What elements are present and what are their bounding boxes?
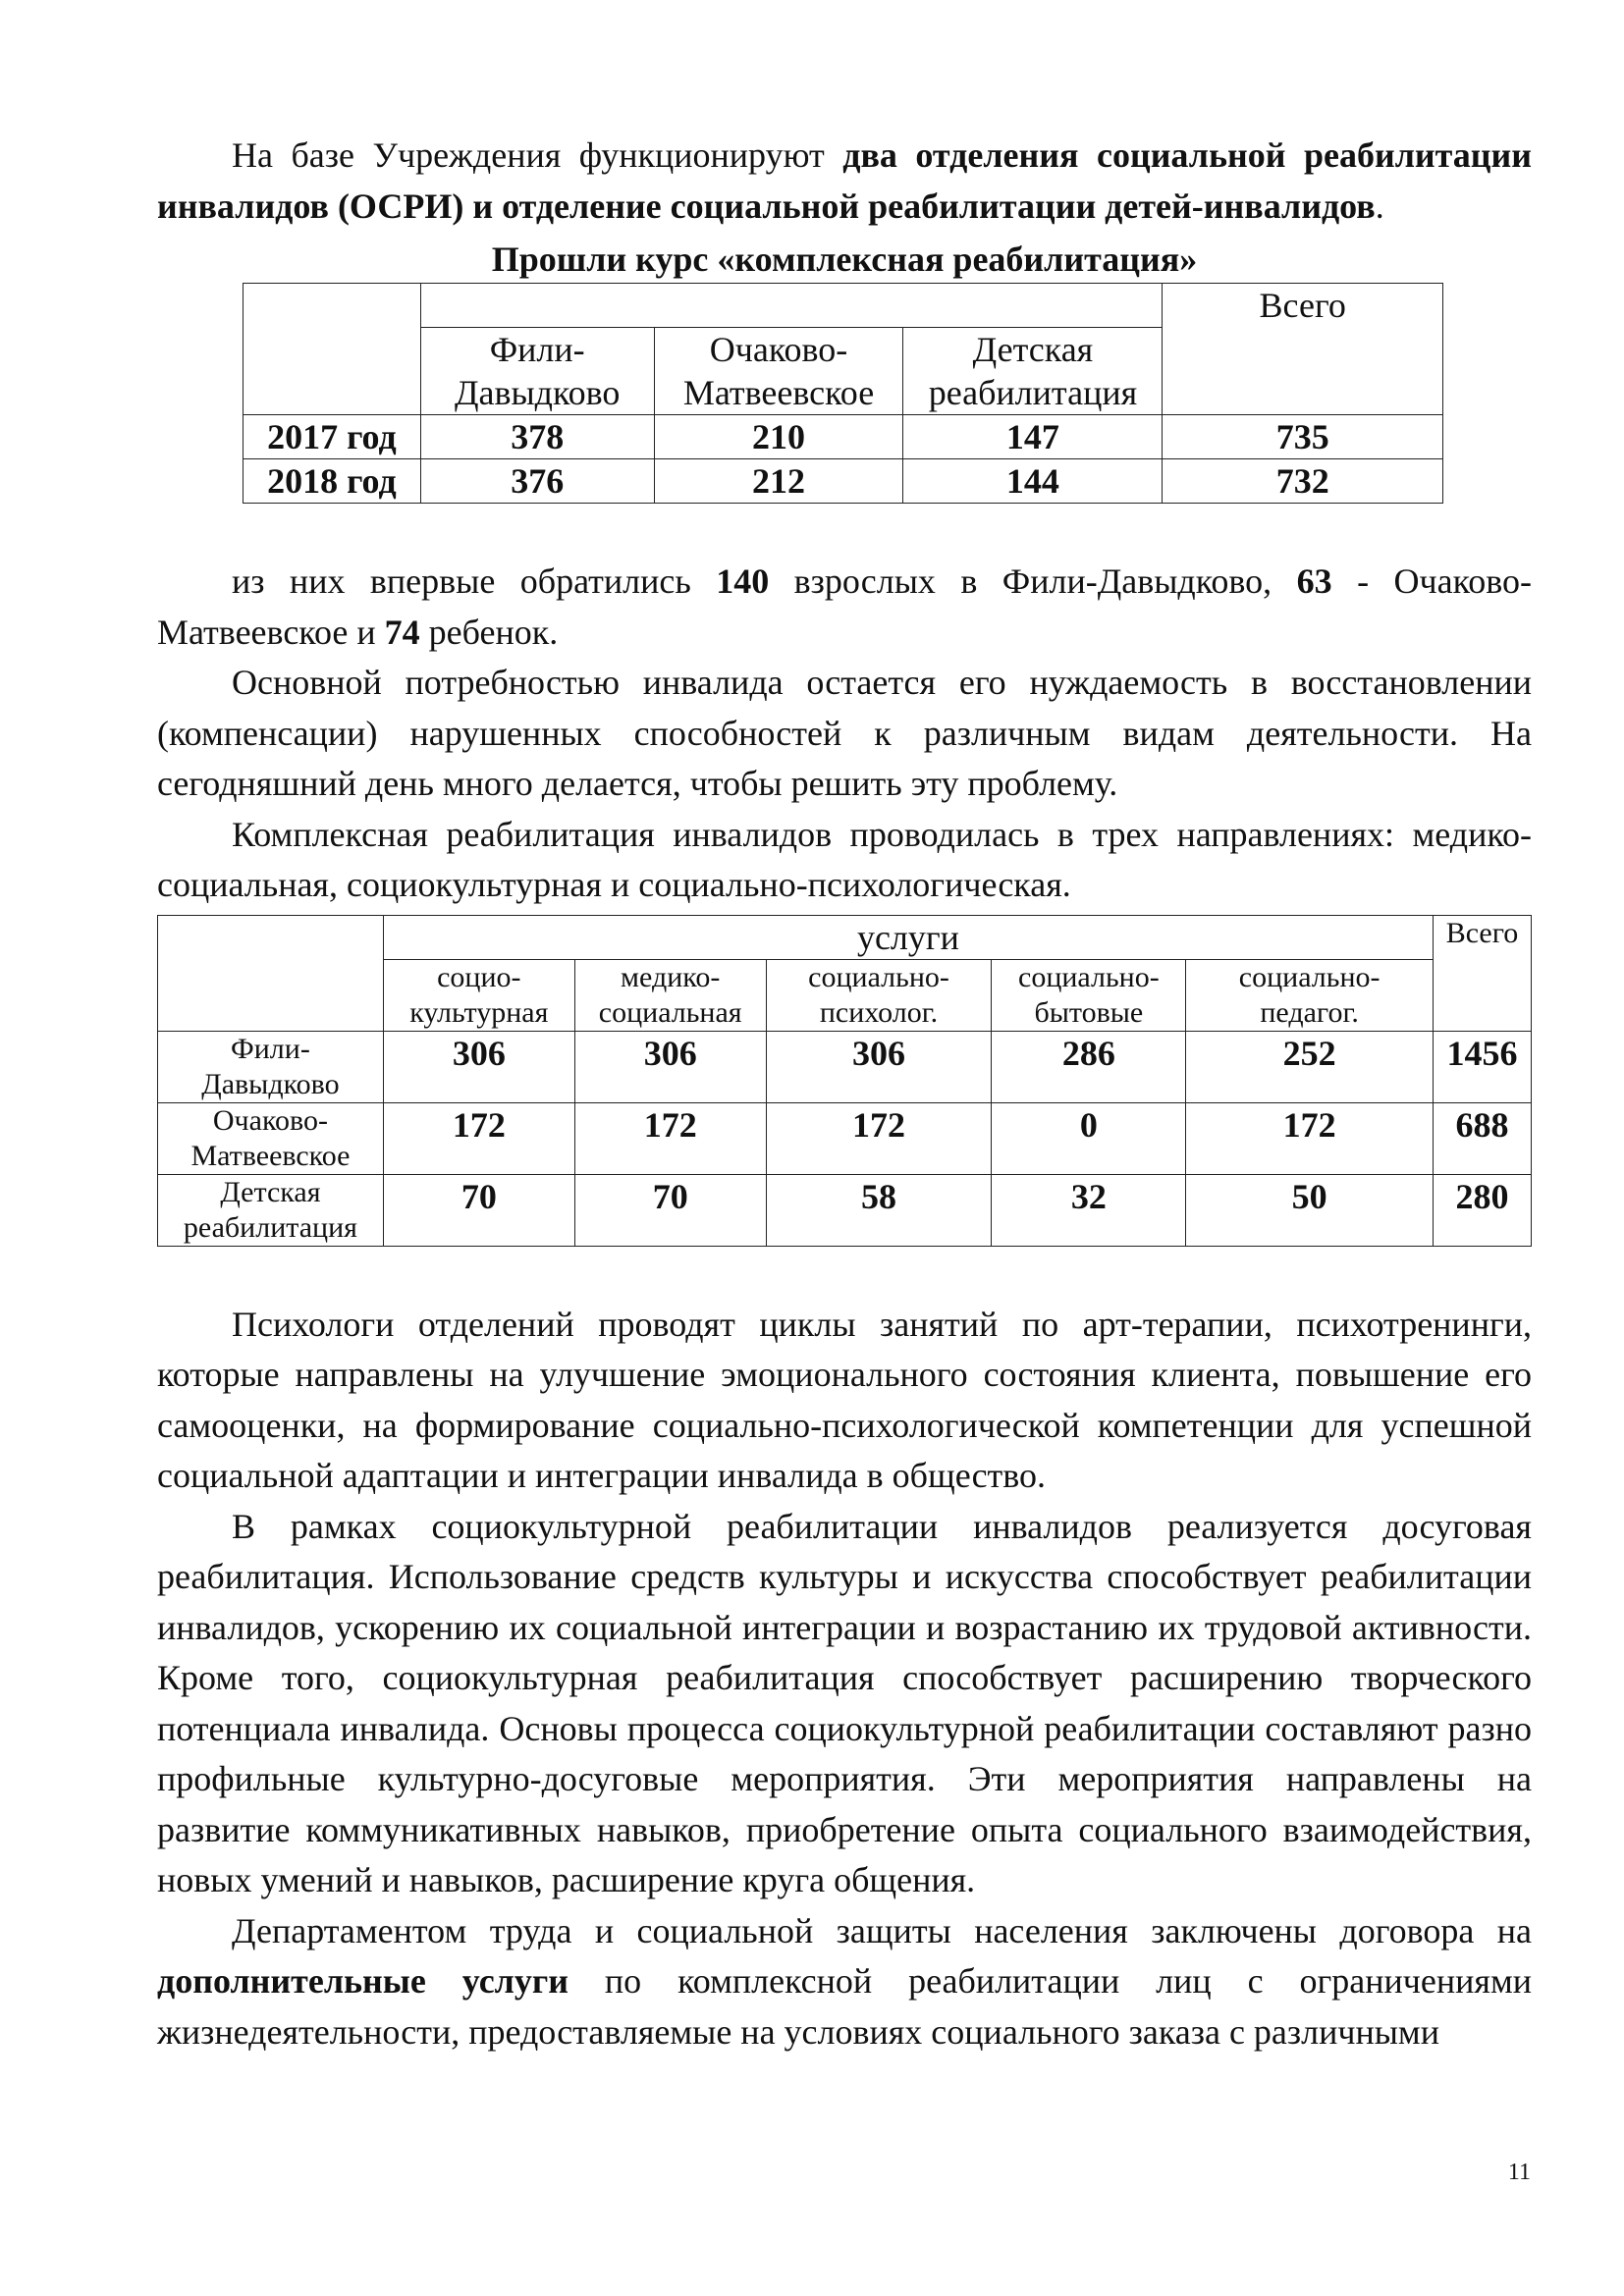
table-cell: 376 bbox=[420, 459, 654, 504]
services-table bbox=[157, 915, 1532, 1247]
sociocultural-paragraph: В рамках социокультурной реабилитации инвалидов реализуется досуговая реабилитация. Использование средств культуры и искусства способствует реабилитации инвалидов, ускорению их социальной интеграции и возрастанию их трудовой активности. Кроме того, социокультурная реабилитация способствует расширению творческого потенциала инвалида. Основы процесса социокультурной реабилитации составляют разно профильные культурно-досуговые мероприятия. Эти мероприятия направлены на развитие коммуникативных навыков, приобретение опыта социального взаимодействия, новых умений и навыков, расширение круга общения. bbox=[157, 1506, 1532, 1899]
table-row bbox=[158, 1031, 1532, 1102]
table1-total-header: Всего bbox=[1163, 284, 1443, 415]
intro-bold-text: два отделения социальной реабилитации инвалидов (ОСРИ) и отделение социальной реабилитации детей-инвалидов bbox=[157, 135, 1532, 226]
service-col-header: социально- педагог. bbox=[1186, 959, 1434, 1031]
table-cell: 0 bbox=[992, 1102, 1186, 1174]
document-page bbox=[157, 131, 1532, 2057]
table-cell: 688 bbox=[1434, 1102, 1532, 1174]
row-label: 2017 год bbox=[244, 415, 421, 459]
service-col-header: медико- социальная bbox=[574, 959, 766, 1031]
complex-rehab-paragraph: Комплексная реабилитация инвалидов проводилась в трех направлениях: медико-социальная, социокультурная и социально-психологическая. bbox=[157, 814, 1532, 904]
table-cell: 70 bbox=[383, 1174, 574, 1246]
table-cell: 212 bbox=[654, 459, 903, 504]
table-cell: 280 bbox=[1434, 1174, 1532, 1246]
table-row bbox=[158, 1174, 1532, 1246]
row-label: Фили- Давыдково bbox=[158, 1031, 384, 1102]
table-cell: 1456 bbox=[1434, 1031, 1532, 1102]
table-cell: 306 bbox=[574, 1031, 766, 1102]
table-cell: 735 bbox=[1163, 415, 1443, 459]
table-cell: 58 bbox=[766, 1174, 992, 1246]
table-cell: 50 bbox=[1186, 1174, 1434, 1246]
table-cell: 210 bbox=[654, 415, 903, 459]
psychology-paragraph: Психологи отделений проводят циклы занятий по арт-терапии, психотренинги, которые направлены на улучшение эмоционального состояния клиента, повышение его самооценки, на формирование социально-психологической компетенции для успешной социальной адаптации и интеграции инвалида в общество. bbox=[157, 1304, 1532, 1495]
table-cell: 147 bbox=[903, 415, 1163, 459]
table-row bbox=[158, 1102, 1532, 1174]
intro-text: На базе Учреждения функционируют bbox=[232, 135, 843, 175]
services-header: услуги bbox=[383, 915, 1433, 959]
row-label: 2018 год bbox=[244, 459, 421, 504]
table-cell: 172 bbox=[766, 1102, 992, 1174]
table-cell: 732 bbox=[1163, 459, 1443, 504]
table1-corner-cell bbox=[244, 284, 421, 415]
rehab-course-table bbox=[243, 283, 1443, 504]
table-cell: 378 bbox=[420, 415, 654, 459]
table-cell: 144 bbox=[903, 459, 1163, 504]
table1-col-header: Очаково- Матвеевское bbox=[654, 328, 903, 415]
service-col-header: социально- психолог. bbox=[766, 959, 992, 1031]
table-cell: 32 bbox=[992, 1174, 1186, 1246]
table1-col-header: Детская реабилитация bbox=[903, 328, 1163, 415]
table2-total-header: Всего bbox=[1434, 915, 1532, 1031]
need-paragraph: Основной потребностью инвалида остается его нуждаемость в восстановлении (компенсации) нарушенных способностей к различным видам деятельности. На сегодняшний день много делается, чтобы решить эту проблему. bbox=[157, 663, 1532, 803]
intro-text-end: . bbox=[1375, 186, 1384, 226]
service-col-header: социо- культурная bbox=[383, 959, 574, 1031]
table-row bbox=[244, 415, 1443, 459]
table-cell: 306 bbox=[766, 1031, 992, 1102]
row-label: Очаково- Матвеевское bbox=[158, 1102, 384, 1174]
first-visits-paragraph: из них впервые обратились 140 взрослых в Фили-Давыдково, 63 - Очаково-Матвеевское и 74 ребенок. bbox=[157, 561, 1532, 652]
table-cell: 172 bbox=[1186, 1102, 1434, 1174]
table1-group-header bbox=[420, 284, 1163, 328]
table2-corner-cell bbox=[158, 915, 384, 1031]
table1-col-header: Фили- Давыдково bbox=[420, 328, 654, 415]
intro-paragraph bbox=[157, 131, 1532, 232]
table-cell: 70 bbox=[574, 1174, 766, 1246]
department-paragraph: Департаментом труда и социальной защиты населения заключены договора на дополнительные услуги по комплексной реабилитации лиц с ограничениями жизнедеятельности, предоставляемые на условиях социального заказа с различными bbox=[157, 1910, 1533, 2052]
table-cell: 306 bbox=[383, 1031, 574, 1102]
row-label: Детская реабилитация bbox=[158, 1174, 384, 1246]
table-cell: 252 bbox=[1186, 1031, 1434, 1102]
table-cell: 172 bbox=[383, 1102, 574, 1174]
table-cell: 286 bbox=[992, 1031, 1186, 1102]
service-col-header: социально- бытовые bbox=[992, 959, 1186, 1031]
table-row bbox=[244, 459, 1443, 504]
page-number: 11 bbox=[1507, 2160, 1531, 2185]
table1-title: Прошли курс «комплексная реабилитация» bbox=[491, 240, 1198, 279]
table-cell: 172 bbox=[574, 1102, 766, 1174]
